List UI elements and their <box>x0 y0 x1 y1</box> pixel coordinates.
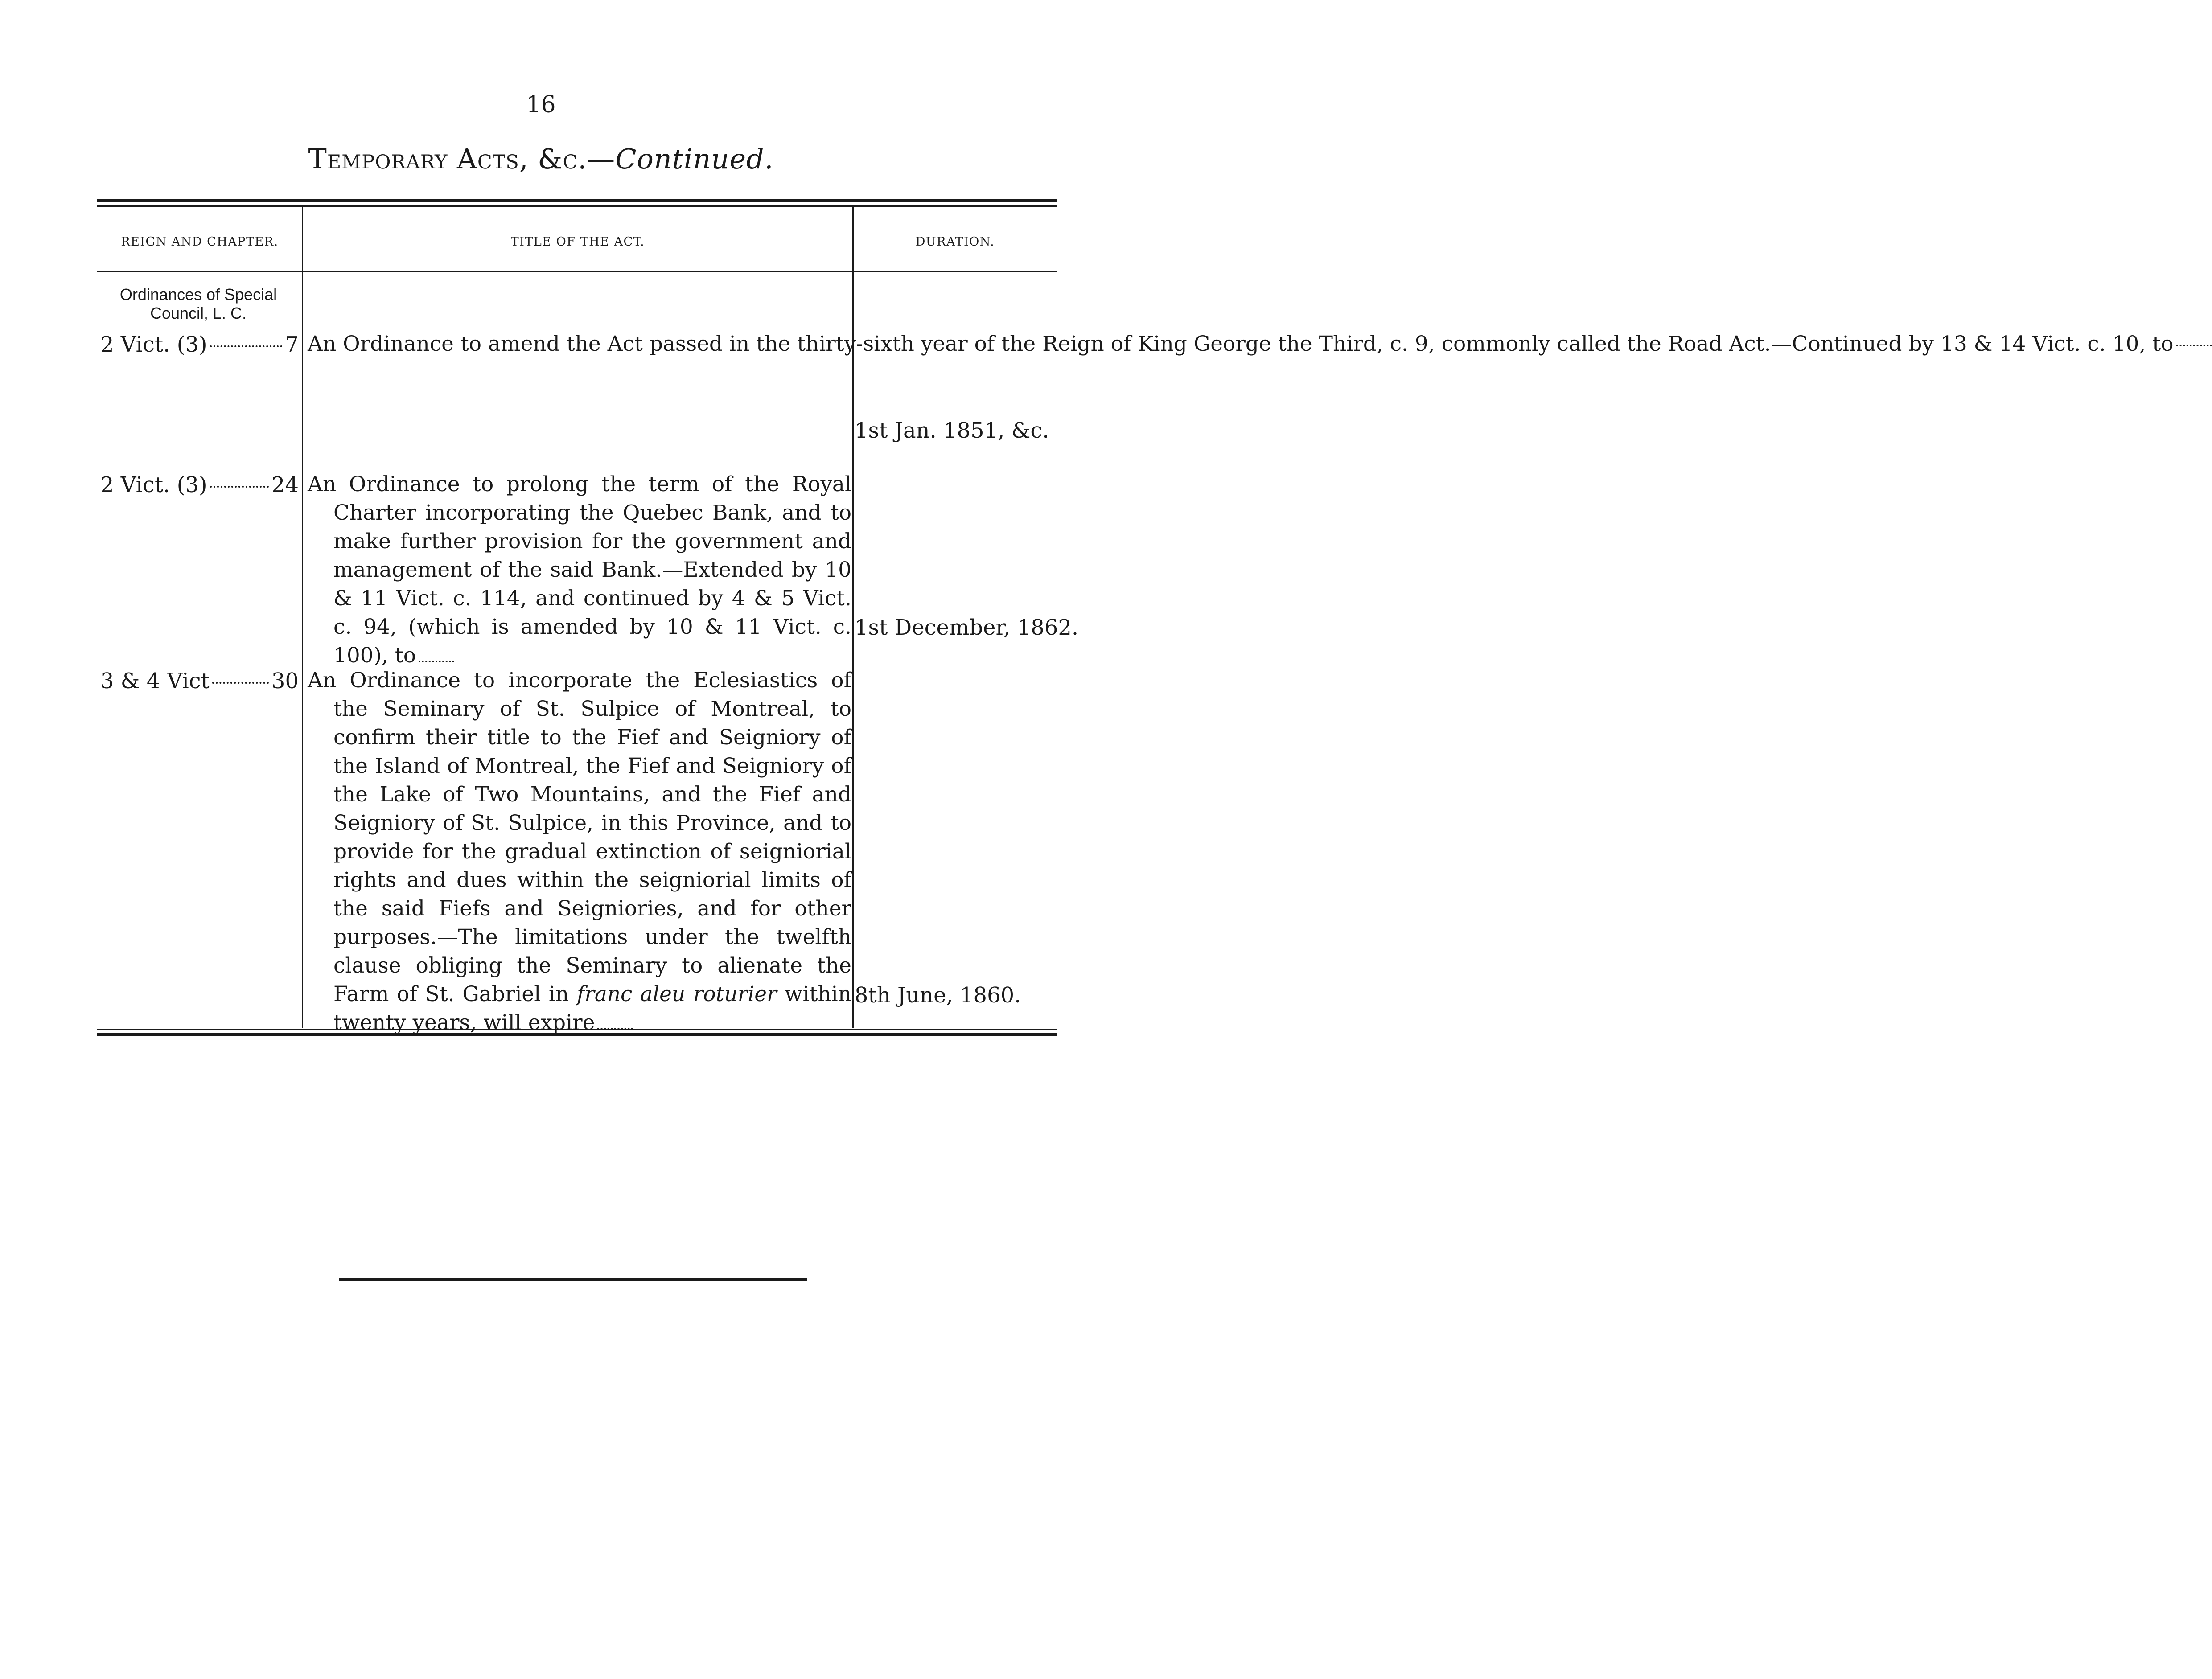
dot-leader <box>212 682 269 684</box>
chapter-number: 7 <box>285 332 299 357</box>
closing-rule <box>339 1278 807 1281</box>
table-row-1-reign <box>100 332 299 357</box>
act-title <box>308 330 2174 358</box>
header-reign: REIGN AND CHAPTER. <box>121 235 279 249</box>
act-title-text: An Ordinance to incorporate the Eclesiastics of the Seminary of St. Sulpice of Montreal, to confirm their title to the Fief and Seigniory of the Island of Montreal, the Fief and Seigniory of the Lake of Two Mountains, and the Fief and Seigniory of St. Sulpice, in this Province, and to provide for the gradual extinction of seigniorial rights and dues within the seigniorial limits of the said Fiefs and Seigniories, and for other purposes.—The limitations under the twelfth clause obliging the Seminary to alienate the Farm of St. Gabriel in <box>308 668 851 1006</box>
act-title-text: An Ordinance to prolong the term of the Royal Charter incorporating the Quebec Bank, and to make further provision for the government and management of the said Bank.—Extended by 10 & 11 Vict. c. 114, and continued by 4 & 5 Vict. c. 94, (which is amended by 10 & 11 Vict. c. 100), to <box>308 472 851 668</box>
column-separator-1 <box>302 205 303 1028</box>
column-separator-2 <box>852 205 854 1028</box>
running-title-dash: — <box>587 143 616 175</box>
table-row-2-reign <box>100 472 299 497</box>
reign-text: 2 Vict. (3) <box>100 472 207 497</box>
table-row-3-title <box>308 666 851 1037</box>
page-number: 16 <box>526 91 556 118</box>
running-title-main: Temporary Acts, &c. <box>308 143 588 175</box>
reign-text: 3 & 4 Vict <box>100 669 210 694</box>
group-heading: Ordinances of Special Council, L. C. <box>119 285 277 322</box>
dot-leader <box>210 486 269 488</box>
dot-leader <box>210 345 283 347</box>
dot-leader <box>2176 345 2212 346</box>
table-row-3-reign <box>100 669 299 694</box>
header-rule <box>97 271 1057 272</box>
table-row-2-duration: 1st December, 1862. <box>855 615 1079 640</box>
table-row-3-duration: 8th June, 1860. <box>855 983 1021 1008</box>
dot-leader <box>597 1028 633 1030</box>
table-row-1-duration: 1st Jan. 1851, &c. <box>855 418 1049 443</box>
header-title: TITLE OF THE ACT. <box>510 235 645 249</box>
reign-text: 2 Vict. (3) <box>100 332 207 357</box>
top-rule-thick <box>97 199 1057 202</box>
header-duration: DURATION. <box>915 235 995 249</box>
dot-leader <box>419 661 454 662</box>
act-title <box>308 666 851 1037</box>
chapter-number: 30 <box>271 669 299 694</box>
top-rule-thin <box>97 205 1057 207</box>
table-row-2-title <box>308 470 851 670</box>
running-title-continued: Continued. <box>615 143 774 175</box>
act-title-italic: franc aleu roturier <box>576 982 777 1006</box>
table-row-1-title <box>308 330 2174 358</box>
act-title-text-end: within twenty years, will expire <box>333 982 851 1035</box>
chapter-number: 24 <box>271 472 299 497</box>
act-title <box>308 470 851 670</box>
act-title-text: An Ordinance to amend the Act passed in the thirty-sixth year of the Reign of King George the Third, c. 9, commonly called the Road Act.—Continued by 13 & 14 Vict. c. 10, to <box>308 332 2174 356</box>
running-title <box>0 143 1082 175</box>
